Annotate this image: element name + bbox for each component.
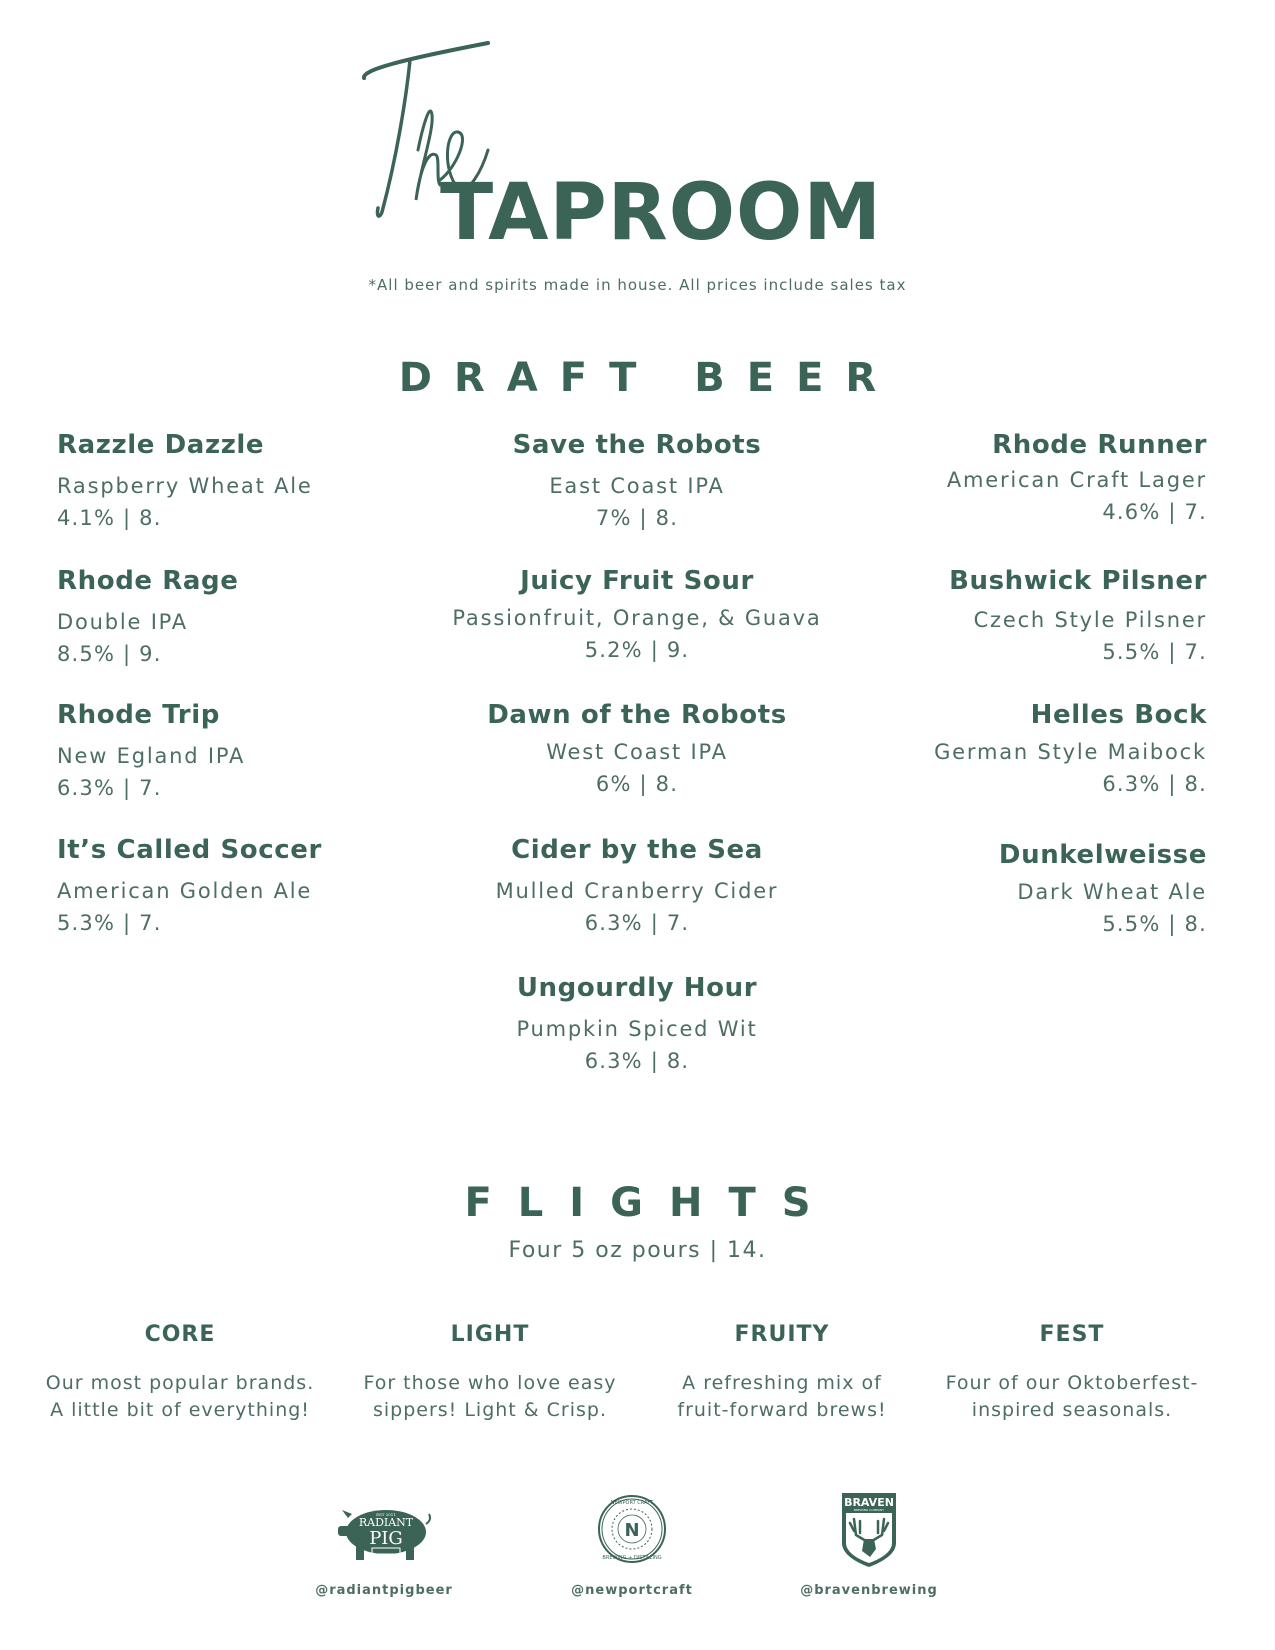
beer-abv-price: 6.3% | 8. <box>1102 772 1207 796</box>
beer-style: American Golden Ale <box>57 879 313 903</box>
beer-item <box>437 428 837 532</box>
beer-style: Passionfruit, Orange, & Guava <box>452 606 822 630</box>
beer-abv-price: 7% | 8. <box>595 506 679 530</box>
flight-core <box>30 1320 330 1424</box>
flight-desc-line: sippers! Light & Crisp. <box>372 1399 608 1421</box>
flight-name: FEST <box>1039 1322 1105 1347</box>
beer-abv-price: 5.3% | 7. <box>57 911 162 935</box>
svg-text:RADIANT: RADIANT <box>358 1516 414 1529</box>
flight-desc-line: For those who love easy <box>363 1372 617 1394</box>
beer-abv-price: 5.5% | 8. <box>1102 912 1207 936</box>
tagline: *All beer and spirits made in house. All prices include sales tax <box>368 276 907 294</box>
beer-style: American Craft Lager <box>946 468 1207 492</box>
svg-text:PIG: PIG <box>369 1528 403 1549</box>
flight-name: LIGHT <box>450 1322 530 1347</box>
beer-name: Ungourdly Hour <box>516 973 758 1003</box>
braven-logo <box>840 1491 898 1569</box>
beer-abv-price: 6.3% | 7. <box>584 911 690 935</box>
beer-item <box>437 564 837 664</box>
beer-item <box>437 971 837 1075</box>
braven-handle: @bravenbrewing <box>800 1583 938 1598</box>
beer-name: Rhode Rage <box>57 566 239 596</box>
beer-name: Rhode Runner <box>992 430 1207 460</box>
beer-name: It’s Called Soccer <box>57 835 322 865</box>
beer-style: West Coast IPA <box>546 740 728 764</box>
flight-description <box>632 1370 932 1424</box>
beer-name: Cider by the Sea <box>511 835 763 865</box>
beer-name: Helles Bock <box>1030 700 1207 730</box>
radiant-pig-logo <box>334 1500 434 1564</box>
beer-abv-price: 8.5% | 9. <box>57 642 162 666</box>
beer-abv-price: 6% | 8. <box>595 772 679 796</box>
flight-desc-line: fruit-forward brews! <box>677 1399 887 1421</box>
beer-abv-price: 4.1% | 8. <box>57 506 162 530</box>
beer-style: Mulled Cranberry Cider <box>495 879 779 903</box>
beer-name: Juicy Fruit Sour <box>520 566 754 596</box>
flight-fest <box>922 1320 1222 1424</box>
beer-style: German Style Maibock <box>934 740 1207 764</box>
beer-item <box>807 838 1207 938</box>
beer-item <box>57 833 457 937</box>
flight-description <box>922 1370 1222 1424</box>
beer-style: East Coast IPA <box>549 474 725 498</box>
beer-item <box>437 833 837 937</box>
radiant-pig-handle: @radiantpigbeer <box>315 1583 453 1598</box>
beer-abv-price: 6.3% | 8. <box>584 1049 690 1073</box>
beer-name: Dawn of the Robots <box>487 700 787 730</box>
beer-style: Raspberry Wheat Ale <box>57 474 313 498</box>
beer-item <box>807 564 1207 666</box>
beer-name: Dunkelweisse <box>998 840 1207 870</box>
flight-name: CORE <box>144 1322 216 1347</box>
flight-fruity <box>632 1320 932 1424</box>
beer-abv-price: 6.3% | 7. <box>57 776 162 800</box>
svg-text:BREWING + DISTILLING: BREWING + DISTILLING <box>602 1555 662 1561</box>
beer-name: Rhode Trip <box>57 700 220 730</box>
svg-text:EST 2011: EST 2011 <box>376 1512 396 1517</box>
beer-item <box>57 564 457 668</box>
flight-desc-line: Four of our Oktoberfest- <box>945 1372 1199 1394</box>
beer-style: Dark Wheat Ale <box>1017 880 1207 904</box>
flight-desc-line: Our most popular brands. <box>45 1372 315 1394</box>
newport-craft-logo <box>597 1493 667 1565</box>
flight-desc-line: inspired seasonals. <box>971 1399 1173 1421</box>
beer-name: Save the Robots <box>512 430 762 460</box>
flights-title: FLIGHTS <box>464 1180 837 1226</box>
svg-text:N: N <box>624 1520 640 1541</box>
flight-desc-line: A refreshing mix of <box>682 1372 882 1394</box>
flights-subtitle: Four 5 oz pours | 14. <box>508 1238 767 1263</box>
beer-item <box>57 428 457 532</box>
beer-style: Czech Style Pilsner <box>973 608 1207 632</box>
beer-item <box>57 698 457 802</box>
svg-text:BRAVEN: BRAVEN <box>844 1496 894 1509</box>
beer-name: Razzle Dazzle <box>57 430 265 460</box>
flight-name: FRUITY <box>734 1322 830 1347</box>
beer-name: Bushwick Pilsner <box>949 566 1207 596</box>
beer-item <box>807 428 1207 526</box>
draft-beer-title: DRAFT BEER <box>398 355 899 401</box>
svg-text:BREWING COMPANY: BREWING COMPANY <box>853 1508 885 1512</box>
beer-abv-price: 5.5% | 7. <box>1102 640 1207 664</box>
beer-item <box>437 698 837 798</box>
beer-item <box>807 698 1207 798</box>
beer-style: Double IPA <box>57 610 188 634</box>
flight-light <box>340 1320 640 1424</box>
page-title: TAPROOM <box>440 168 882 258</box>
flight-description <box>30 1370 330 1424</box>
svg-text:NEWPORT CRAFT: NEWPORT CRAFT <box>610 1500 654 1506</box>
beer-style: Pumpkin Spiced Wit <box>516 1017 758 1041</box>
beer-abv-price: 4.6% | 7. <box>1102 500 1207 524</box>
flight-description <box>340 1370 640 1424</box>
beer-abv-price: 5.2% | 9. <box>584 638 690 662</box>
newport-craft-handle: @newportcraft <box>571 1583 693 1598</box>
beer-style: New Egland IPA <box>57 744 246 768</box>
flight-desc-line: A little bit of everything! <box>50 1399 310 1421</box>
